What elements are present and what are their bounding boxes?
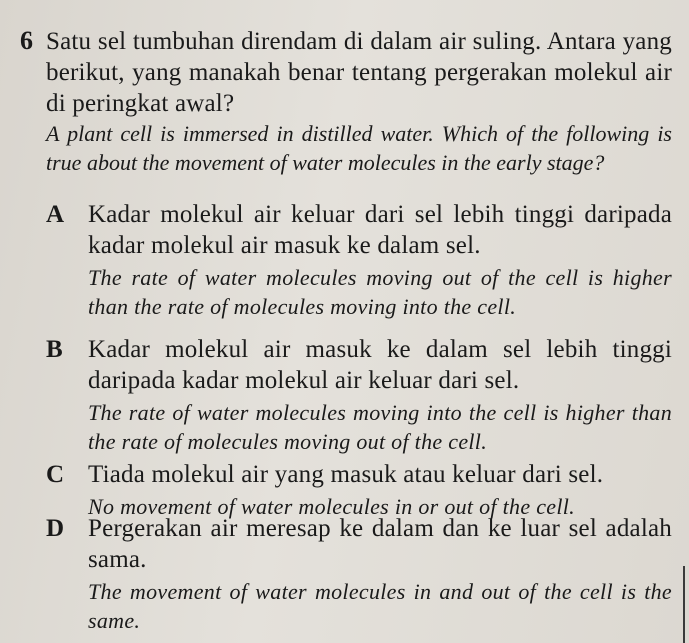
option-b-malay: Kadar molekul air masuk ke dalam sel lebih tinggi daripada kadar molekul air keluar dari sel. [88, 336, 672, 394]
option-d-malay: Pergerakan air meresap ke dalam dan ke luar sel adalah sama. [88, 515, 672, 573]
option-a-english: The rate of water molecules moving out of the cell is higher than the rate of molecules moving into the cell. [88, 265, 672, 319]
question-number: 6 [20, 26, 33, 55]
option-c[interactable] [46, 459, 672, 521]
option-d-letter: D [46, 515, 65, 542]
question-stem-malay: Satu sel tumbuhan direndam di dalam air suling. Antara yang berikut, yang manakah benar tentang pergerakan molekul air di peringkat awal? [46, 28, 672, 117]
option-c-letter: C [46, 461, 65, 488]
question-stem [46, 26, 672, 177]
option-b[interactable] [46, 334, 672, 456]
option-d-english: The movement of water molecules in and out of the cell is the same. [88, 579, 672, 633]
option-b-letter: B [46, 336, 63, 363]
option-b-english: The rate of water molecules moving into the cell is higher than the rate of molecules moving out of the cell. [88, 400, 672, 454]
option-c-malay: Tiada molekul air yang masuk atau keluar dari sel. [88, 461, 604, 488]
option-c-english: No movement of water molecules in or out of the cell. [88, 494, 575, 519]
option-a-letter: A [46, 201, 65, 228]
option-d[interactable] [46, 513, 672, 635]
page-edge-divider [683, 566, 685, 643]
option-a-malay: Kadar molekul air keluar dari sel lebih tinggi daripada kadar molekul air masuk ke dalam sel. [88, 201, 672, 259]
question-stem-english: A plant cell is immersed in distilled water. Which of the following is true about the movement of water molecules in the early stage? [46, 121, 672, 175]
option-a[interactable] [46, 199, 672, 321]
